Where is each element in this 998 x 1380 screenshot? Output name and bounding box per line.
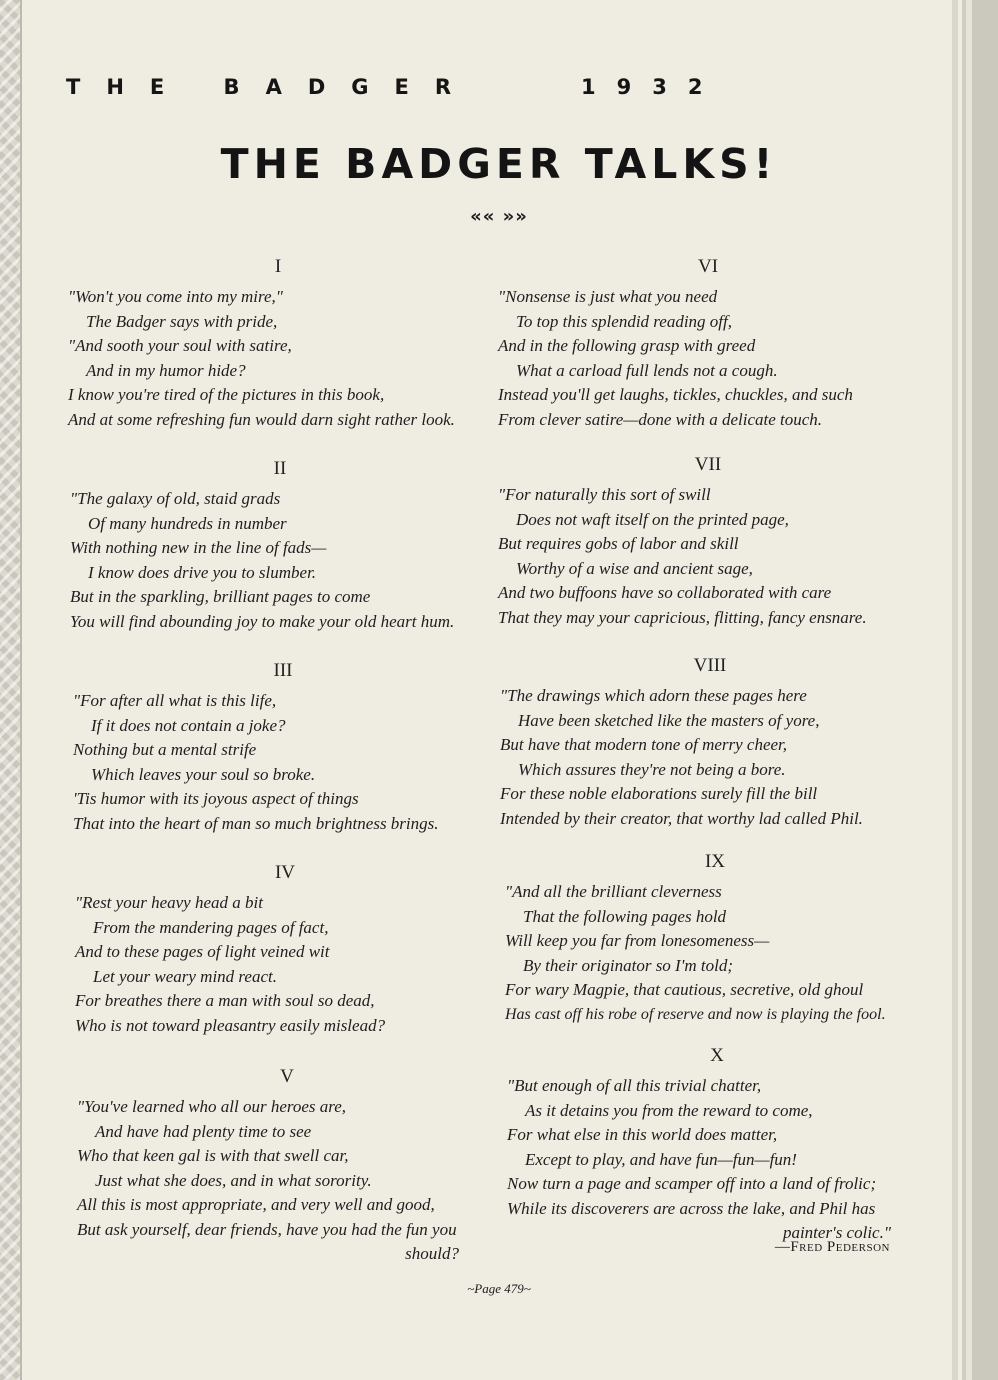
stanza-line: But requires gobs of labor and skill	[498, 534, 739, 553]
stanza-line: By their originator so I'm told;	[523, 955, 733, 975]
stanza-10	[507, 1045, 927, 1246]
stanza-line: "Nonsense is just what you need	[498, 287, 718, 306]
stanza-line: "And all the brilliant cleverness	[505, 882, 722, 901]
stanza-line: Nothing but a mental strife	[73, 740, 257, 759]
stanza-numeral: V	[280, 1066, 294, 1087]
stanza-line: And at some refreshing fun would darn sight rather look.	[68, 409, 455, 429]
stanza-line: Instead you'll get laughs, tickles, chuckles, and such	[498, 385, 853, 404]
stanza-3	[73, 660, 493, 836]
stanza-line: All this is most appropriate, and very well and good,	[77, 1195, 435, 1214]
stanza-5	[77, 1066, 497, 1267]
stanza-numeral: X	[710, 1045, 724, 1066]
stanza-6	[498, 256, 918, 432]
stanza-line: But have that modern tone of merry cheer,	[500, 735, 788, 754]
stanza-line: Except to play, and have fun—fun—fun!	[525, 1149, 797, 1169]
stanza-line: "You've learned who all our heroes are,	[77, 1097, 347, 1116]
stanza-numeral: VIII	[693, 655, 727, 676]
stanza-line: "For after all what is this life,	[73, 691, 277, 710]
stanza-numeral: IV	[274, 862, 296, 883]
stanza-2	[70, 458, 490, 634]
stanza-line: "But enough of all this trivial chatter,	[507, 1076, 762, 1095]
stanza-line: That the following pages hold	[523, 906, 727, 926]
stanza-numeral: VI	[697, 256, 719, 277]
stanza-8	[500, 655, 920, 831]
stanza-line: And to these pages of light veined wit	[75, 942, 330, 961]
stanza-line: That into the heart of man so much brightness brings.	[73, 813, 439, 833]
author-signature: —Fred Pederson	[774, 1239, 890, 1255]
stanza-line: "And sooth your soul with satire,	[68, 336, 292, 355]
stanza-line: From clever satire—done with a delicate touch.	[498, 409, 823, 429]
stanza-line: "Rest your heavy head a bit	[75, 893, 263, 912]
stanza-9	[505, 851, 925, 1027]
stanza-line: "Won't you come into my mire,"	[68, 287, 283, 306]
stanza-line: For wary Magpie, that cautious, secretive, old ghoul	[505, 980, 864, 999]
stanza-line: Which leaves your soul so broke.	[91, 764, 316, 784]
stanza-line: I know you're tired of the pictures in this book,	[68, 385, 385, 404]
stanza-line: Now turn a page and scamper off into a land of frolic;	[507, 1174, 877, 1193]
stanza-line: Just what she does, and in what sorority.	[95, 1170, 372, 1190]
stanza-line: And in the following grasp with greed	[498, 336, 756, 355]
stanza-line: For what else in this world does matter,	[507, 1125, 778, 1144]
stanza-line: For these noble elaborations surely fill the bill	[500, 784, 818, 803]
stanza-line: With nothing new in the line of fads—	[70, 538, 327, 557]
stanza-line: Intended by their creator, that worthy lad called Phil.	[500, 808, 863, 828]
stanza-line: From the mandering pages of fact,	[93, 917, 329, 937]
stanza-numeral: II	[273, 458, 287, 479]
stanza-line: To top this splendid reading off,	[516, 311, 732, 331]
stanza-line: But ask yourself, dear friends, have you had the fun you	[77, 1219, 457, 1239]
stanza-line: For breathes there a man with soul so dead,	[75, 991, 375, 1010]
stanza-line: should?	[405, 1244, 459, 1263]
stanza-line: Of many hundreds in number	[88, 513, 287, 533]
stanza-line: While its discoverers are across the lake, and Phil has	[507, 1198, 876, 1218]
stanza-4	[75, 862, 495, 1038]
stanza-line: 'Tis humor with its joyous aspect of things	[73, 789, 359, 808]
stanza-line: Who is not toward pleasantry easily mislead?	[75, 1015, 386, 1035]
stanza-line: And two buffoons have so collaborated with care	[498, 583, 832, 602]
stanza-line: Let your weary mind react.	[93, 966, 277, 986]
running-header-title: THE BADGER	[66, 75, 477, 99]
stanza-line: "The drawings which adorn these pages here	[500, 686, 807, 705]
stanza-line: That they may your capricious, flitting, fancy ensnare.	[498, 607, 867, 627]
stanza-numeral: I	[274, 256, 282, 277]
stanza-numeral: VII	[694, 454, 722, 475]
stanza-line: Which assures they're not being a bore.	[518, 759, 786, 779]
stanza-line: The Badger says with pride,	[86, 311, 278, 331]
stanza-line: painter's colic."	[782, 1223, 891, 1242]
stanza-line: Have been sketched like the masters of yore,	[518, 710, 820, 730]
stanza-line: What a carload full lends not a cough.	[516, 360, 778, 380]
page-title: THE BADGER TALKS!	[220, 140, 778, 188]
stanza-line: Who that keen gal is with that swell car,	[77, 1146, 349, 1165]
stanza-numeral: III	[273, 660, 293, 681]
stanza-numeral: IX	[704, 851, 726, 872]
stanza-line: "For naturally this sort of swill	[498, 485, 711, 504]
ornament-divider: «« »»	[470, 206, 528, 227]
running-header-year: 1932	[581, 75, 724, 99]
stanza-line: But in the sparkling, brilliant pages to come	[70, 587, 371, 606]
stanza-line: And have had plenty time to see	[95, 1121, 312, 1141]
stanza-line: If it does not contain a joke?	[91, 715, 286, 735]
stanza-line: Will keep you far from lonesomeness—	[505, 931, 770, 950]
stanza-line: And in my humor hide?	[86, 360, 246, 380]
stanza-line: I know does drive you to slumber.	[88, 562, 317, 582]
stanza-line: You will find abounding joy to make your old heart hum.	[70, 611, 455, 631]
page-number: ~Page 479~	[467, 1281, 531, 1296]
stanza-line: "The galaxy of old, staid grads	[70, 489, 281, 508]
stanza-line: Worthy of a wise and ancient sage,	[516, 558, 753, 578]
stanza-7	[498, 454, 918, 630]
stanza-line: As it detains you from the reward to come,	[525, 1100, 813, 1120]
stanza-line: Has cast off his robe of reserve and now is playing the fool.	[505, 1005, 886, 1023]
stanza-line: Does not waft itself on the printed page,	[516, 509, 789, 529]
stanza-1	[68, 256, 488, 432]
